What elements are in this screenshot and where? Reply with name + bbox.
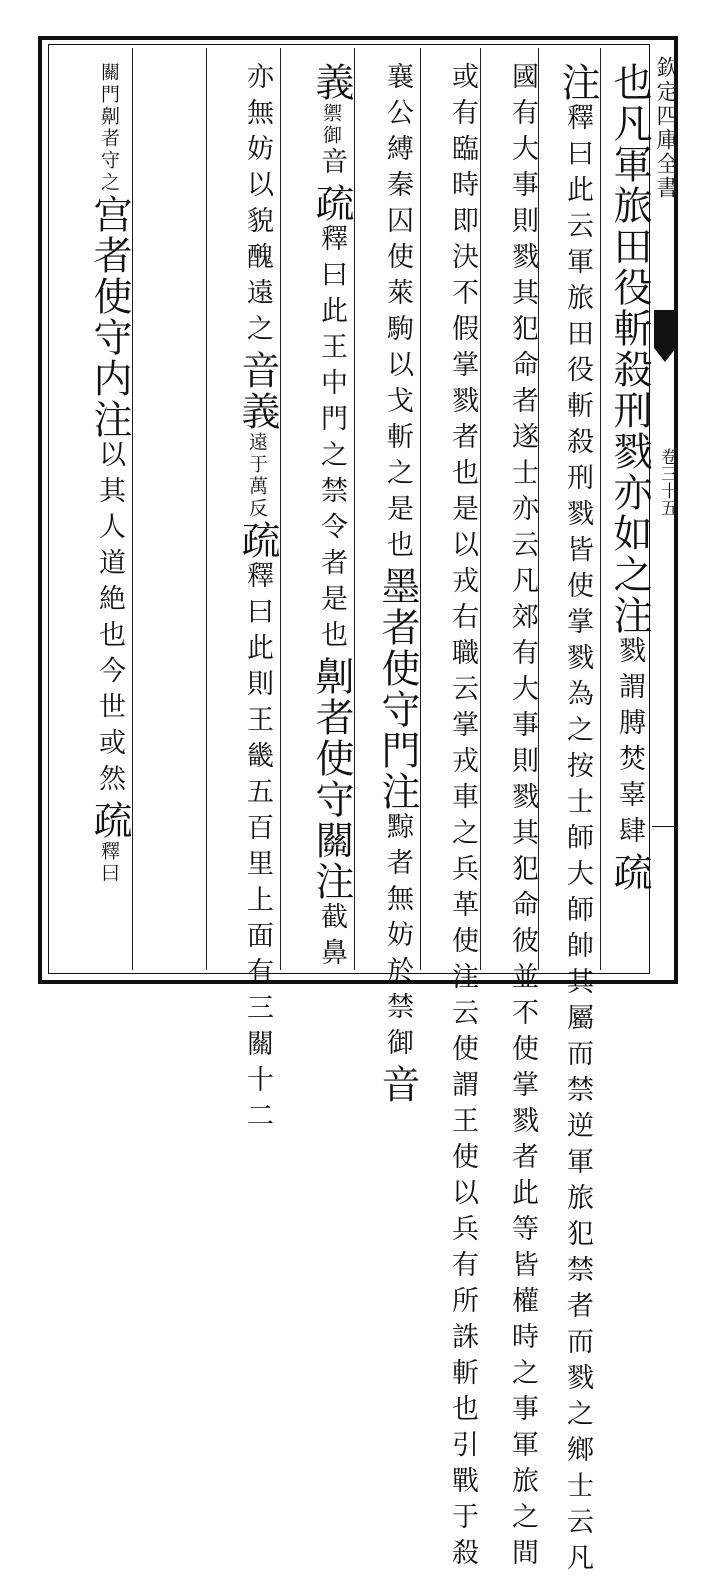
column-rule — [420, 48, 421, 970]
main-text: 注 — [555, 62, 600, 103]
text-column-3 — [482, 62, 538, 1574]
commentary-text: 釋曰此王中門之禁令者是也 — [316, 224, 347, 656]
note-text: 釋曰 — [98, 841, 120, 885]
note-text: 關門劓者守之 — [98, 62, 120, 194]
column-rule — [538, 48, 539, 970]
text-column-7 — [208, 62, 280, 1137]
commentary-text: 亦無妨以貌醜遠之 — [242, 62, 273, 350]
main-text: 義 — [309, 62, 354, 103]
juan-number: 卷三十五 — [657, 448, 677, 516]
commentary-text: 釋曰此則王畿五百里上面有三關十二 — [242, 561, 273, 1137]
column-rule — [354, 48, 355, 970]
commentary-text: 音 — [316, 147, 347, 183]
commentary-text: 戮謂膊焚辜肆 — [614, 636, 645, 852]
column-rule — [206, 48, 207, 970]
text-column-2 — [540, 62, 600, 1579]
text-column-5 — [356, 62, 420, 1105]
column-rule — [280, 48, 281, 970]
commentary-text: 襄公縛秦囚使萊駒以戈斬之是也 — [382, 62, 413, 566]
gutter-rule — [652, 826, 678, 827]
commentary-text: 釋曰此云軍旅田役斬殺刑戮皆使掌戮為之按士師大師帥其屬而禁逆軍旅犯禁者而戮之鄉士云凡 — [562, 103, 593, 1579]
commentary-text: 國有大事則戮其犯命者遂士亦云凡郊有大事則戮其犯命彼並不使掌戮者此等皆權時之事軍旅之間 — [507, 62, 538, 1574]
main-text: 音義 — [235, 350, 280, 432]
text-column-1 — [602, 62, 650, 966]
column-rule — [600, 48, 601, 970]
text-column-4 — [422, 62, 478, 1574]
commentary-text: 黥者無妨於禁御 — [382, 812, 413, 1064]
main-text: 疏 — [607, 852, 652, 893]
main-text: 劓者使守關注 — [309, 656, 354, 902]
main-text: 墨者使守門注 — [375, 566, 420, 812]
series-title: 欽定四庫全書 — [653, 56, 678, 200]
main-text: 宫者使守内注 — [87, 194, 132, 440]
main-text: 音 — [375, 1064, 420, 1105]
fish-tail-mark-icon — [654, 310, 676, 348]
column-rule — [132, 48, 133, 970]
note-text: 遠于萬反 — [246, 432, 268, 520]
text-column-8 — [60, 62, 130, 966]
commentary-text: 或有臨時即決不假掌戮者也是以戎右職云掌戎車之兵革使注云使謂王使以兵有所誅斬也引戰于殺 — [447, 62, 478, 1574]
main-text: 疏 — [309, 183, 354, 224]
commentary-text: 以其人道絶也今世或然 — [94, 440, 125, 800]
note-text: 禦御 — [320, 103, 342, 147]
commentary-text: 截鼻 — [316, 902, 347, 974]
text-column-6 — [282, 62, 354, 974]
column-rule — [480, 48, 481, 970]
main-text: 疏 — [235, 520, 280, 561]
main-text: 疏 — [87, 800, 132, 841]
main-text: 也凡軍旅田役斬殺刑戮亦如之注 — [607, 62, 652, 636]
